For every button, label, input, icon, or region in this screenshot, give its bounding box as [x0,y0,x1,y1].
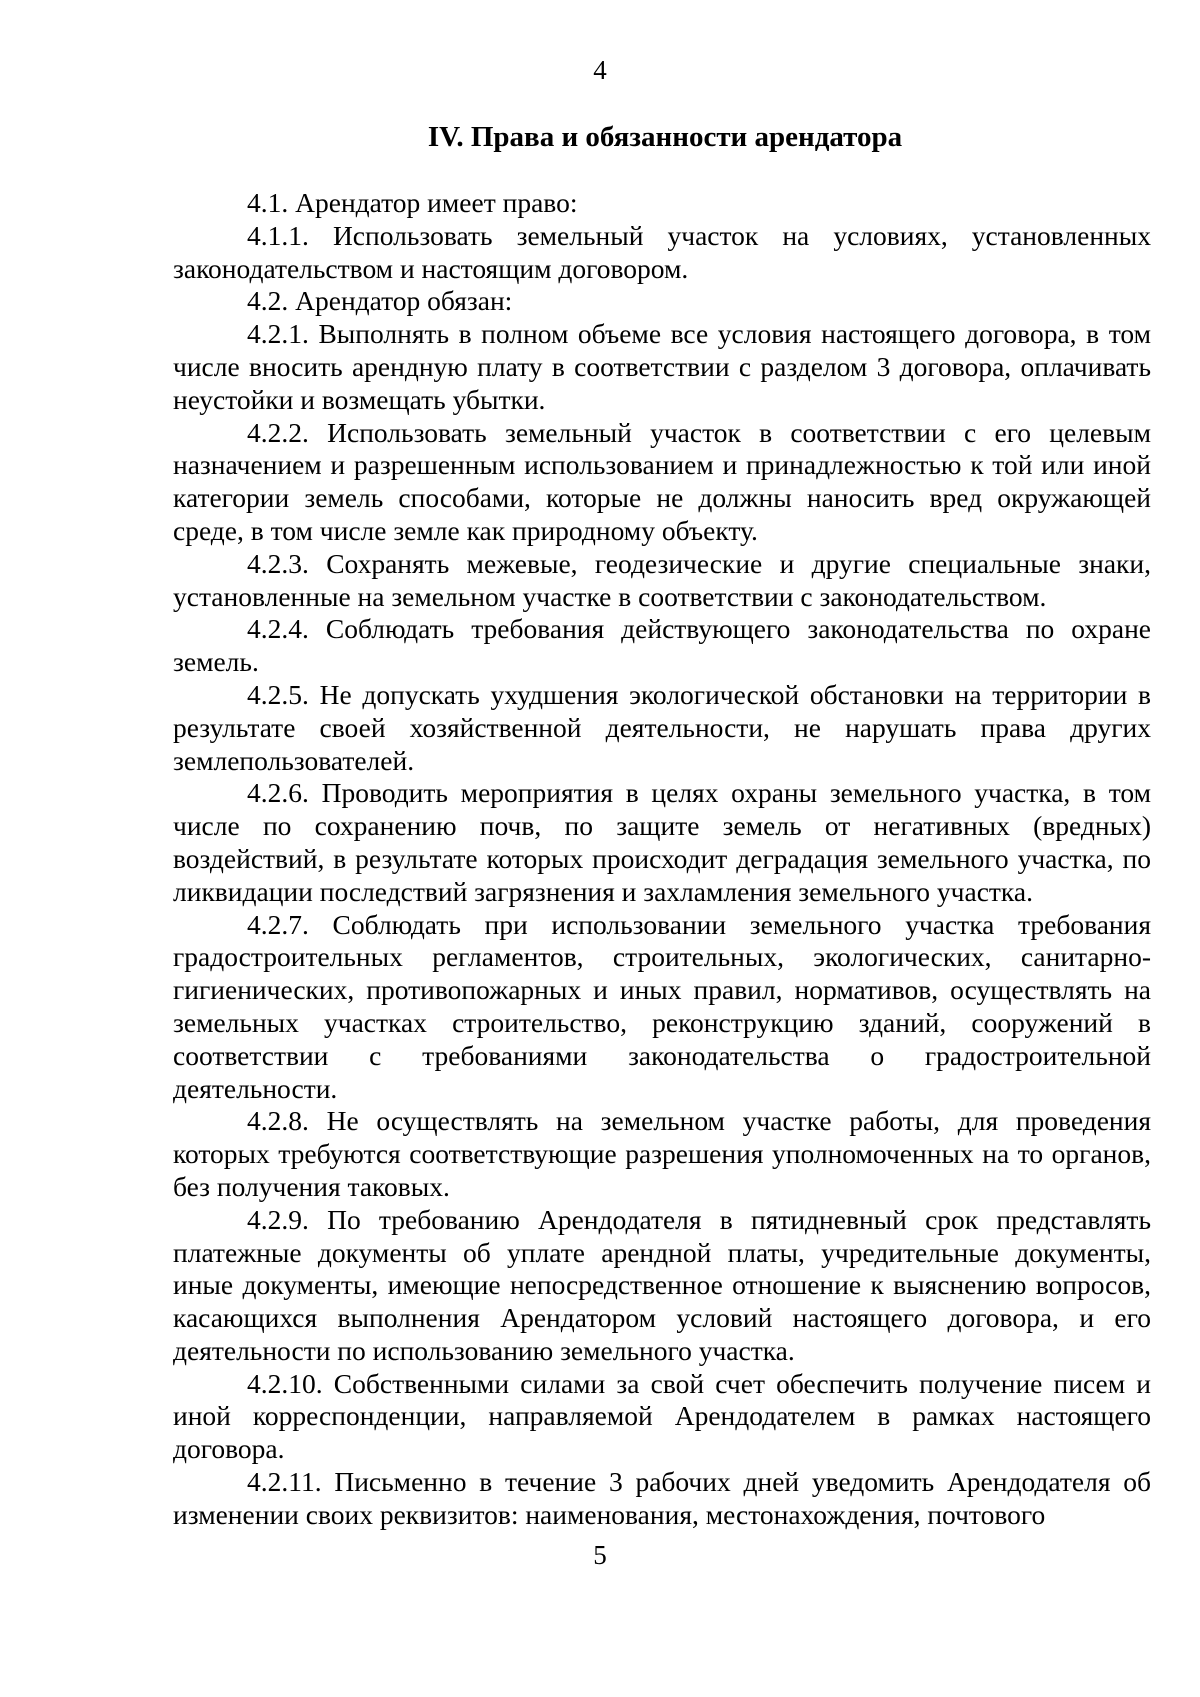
page-number-top: 4 [593,55,607,85]
paragraph-4-2-4: 4.2.4. Соблюдать требования действующего законодательства по охране земель. [173,613,1151,678]
paragraph-4-2-10: 4.2.10. Собственными силами за свой счет обеспечить получение писем и иной корреспонденции, направляемой Арендодателем в рамках настоящего договора. [173,1367,1151,1465]
paragraph-4-2-8: 4.2.8. Не осуществлять на земельном участке работы, для проведения которых требуются соответствующие разрешения уполномоченных на то органов, без получения таковых. [173,1105,1151,1202]
paragraph-4-2-11: 4.2.11. Письменно в течение 3 рабочих дней уведомить Арендодателя об изменении своих реквизитов: наименования, местонахождения, почтового [173,1466,1151,1530]
paragraph-4-2-1: 4.2.1. Выполнять в полном объеме все условия настоящего договора, в том числе вносить арендную плату в соответствии с разделом 3 договора, оплачивать неустойки и возмещать убытки. [173,318,1151,415]
paragraph-4-2-2: 4.2.2. Использовать земельный участок в соответствии с его целевым назначением и разрешенным использованием и принадлежностью к той или иной категории земель способами, которые не должны наносить вред окружающей среде, в том числе земле как природному объекту. [173,416,1151,546]
paragraph-4-1-1: 4.1.1. Использовать земельный участок на условиях, установленных законодательством и настоящим договором. [173,219,1151,284]
section-title: IV. Права и обязанности арендатора [427,121,903,153]
paragraph-4-2-6: 4.2.6. Проводить мероприятия в целях охраны земельного участка, в том числе по сохранению почв, по защите земель от негативных (вредных) воздействий, в результате которых происходит деградация земельного участка, по ликвидации последствий загрязнения и захламления земельного участка. [173,777,1151,907]
paragraph-4-2-3: 4.2.3. Сохранять межевые, геодезические и другие специальные знаки, установленные на земельном участке в соответствии с законодательством. [173,547,1151,612]
paragraph-4-1: 4.1. Арендатор имеет право: [247,187,578,218]
page-number-bottom: 5 [593,1540,607,1570]
paragraph-4-2-5: 4.2.5. Не допускать ухудшения экологической обстановки на территории в результате своей хозяйственной деятельности, не нарушать права других землепользователей. [173,678,1151,776]
document-body [173,187,1151,1532]
paragraph-4-2-7: 4.2.7. Соблюдать при использовании земельного участка требования градостроительных регламентов, строительных, экологических, санитарно-гигиенических, противопожарных и иных правил, нормативов, осуществлять на земельных участках строительство, реконструкцию зданий, сооружений в соответствии с требованиями законодательства о градостроительной деятельности. [173,908,1151,1104]
paragraph-4-2-9: 4.2.9. По требованию Арендодателя в пятидневный срок представлять платежные документы об уплате арендной платы, учредительные документы, иные документы, имеющие непосредственное отношение к выяснению вопросов, касающихся выполнения Арендатором условий настоящего договора, и его деятельности по использованию земельного участка. [173,1203,1151,1366]
paragraph-4-2: 4.2. Арендатор обязан: [247,285,513,317]
